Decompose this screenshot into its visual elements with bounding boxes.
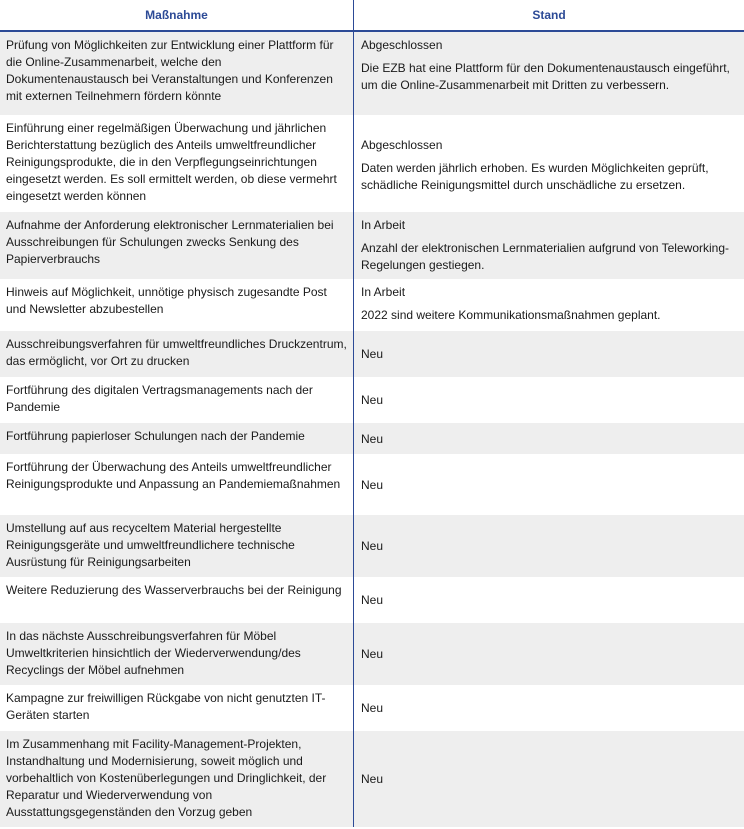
table-row — [0, 515, 744, 577]
table-row — [0, 377, 744, 423]
status-label: Neu — [361, 477, 384, 492]
status-label: Neu — [361, 593, 384, 607]
measure-cell: Fortführung der Überwachung des Anteils umweltfreundlicher Reinigungsprodukte und Anpassung an Pandemiemaßnahmen — [0, 454, 354, 515]
measure-cell: Weitere Reduzierung des Wasserverbrauchs bei der Reinigung — [0, 577, 354, 623]
header-status: Stand — [532, 8, 566, 22]
table-row — [0, 32, 744, 115]
status-label: Neu — [361, 772, 384, 786]
table-row — [0, 212, 744, 279]
status-cell — [354, 623, 744, 685]
status-label: In Arbeit — [361, 285, 406, 299]
status-label: Neu — [361, 393, 384, 407]
status-cell — [354, 377, 744, 423]
table-row — [0, 331, 744, 377]
status-label: Abgeschlossen — [361, 38, 443, 52]
table-header — [0, 0, 744, 32]
measure-cell: Prüfung von Möglichkeiten zur Entwicklung einer Plattform für die Online-Zusammenarbeit, welche den Dokumentenaustausch bei Veranstaltungen und Konferenzen mit externen Teilnehmern fördern könnte — [0, 32, 354, 115]
status-cell — [354, 279, 744, 331]
measure-cell: Aufnahme der Anforderung elektronischer Lernmaterialien bei Ausschreibungen für Schulungen zwecks Senkung des Papierverbrauchs — [0, 212, 354, 279]
measure-cell: Hinweis auf Möglichkeit, unnötige physisch zugesandte Post und Newsletter abzubestellen — [0, 279, 354, 331]
measure-cell: Im Zusammenhang mit Facility-Management-Projekten, Instandhaltung und Modernisierung, soweit möglich und vorbehaltlich von Kostenüberlegungen und Dringlichkeit, der Reparatur und Wiederverwendung von Ausstattungsgegenständen den Vorzug geben — [0, 731, 354, 827]
status-cell — [354, 115, 744, 212]
measure-cell: Fortführung papierloser Schulungen nach der Pandemie — [0, 423, 354, 454]
status-cell — [354, 423, 744, 454]
status-detail: Die EZB hat eine Plattform für den Dokumentenaustausch eingeführt, um die Online-Zusammenarbeit mit Dritten zu verbessern. — [361, 61, 730, 92]
header-measure: Maßnahme — [0, 0, 354, 30]
status-cell — [354, 331, 744, 377]
table-row — [0, 115, 744, 212]
status-cell — [354, 731, 744, 827]
status-detail: Anzahl der elektronischen Lernmaterialien aufgrund von Teleworking-Regelungen gestiegen. — [361, 241, 729, 272]
status-cell — [354, 454, 744, 515]
status-label: Neu — [361, 347, 384, 361]
status-label: Abgeschlossen — [361, 138, 443, 152]
measure-cell: Einführung einer regelmäßigen Überwachung und jährlichen Berichterstattung bezüglich des Anteils umweltfreundlicher Reinigungsprodukte, die in den Verpflegungseinrichtungen eingesetzt werden. Es soll ermittelt werden, ob diese vermehrt eingesetzt werden können — [0, 115, 354, 212]
status-cell — [354, 212, 744, 279]
measure-cell: In das nächste Ausschreibungsverfahren für Möbel Umweltkriterien hinsichtlich der Wiederverwendung/des Recyclings der Möbel aufnehmen — [0, 623, 354, 685]
measure-cell: Fortführung des digitalen Vertragsmanagements nach der Pandemie — [0, 377, 354, 423]
status-label: Neu — [361, 431, 384, 446]
table-row — [0, 623, 744, 685]
measure-cell: Ausschreibungsverfahren für umweltfreundliches Druckzentrum, das ermöglicht, vor Ort zu drucken — [0, 331, 354, 377]
status-cell — [354, 685, 744, 731]
status-detail: Daten werden jährlich erhoben. Es wurden Möglichkeiten geprüft, schädliche Reinigungsmittel durch unschädliche zu ersetzen. — [361, 161, 709, 192]
status-cell — [354, 515, 744, 577]
measure-cell: Umstellung auf aus recyceltem Material hergestellte Reinigungsgeräte und umweltfreundlichere technische Ausrüstung für Reinigungsarbeiten — [0, 515, 354, 577]
status-cell — [354, 577, 744, 623]
status-label: In Arbeit — [361, 218, 406, 232]
table-row — [0, 279, 744, 331]
table-row — [0, 454, 744, 515]
table-row — [0, 423, 744, 454]
status-label: Neu — [361, 539, 384, 553]
table-row — [0, 731, 744, 827]
table-row — [0, 577, 744, 623]
status-detail: 2022 sind weitere Kommunikationsmaßnahmen geplant. — [361, 308, 661, 322]
status-label: Neu — [361, 701, 384, 715]
table-row — [0, 685, 744, 731]
status-label: Neu — [361, 647, 384, 661]
measure-cell: Kampagne zur freiwilligen Rückgabe von nicht genutzten IT-Geräten starten — [0, 685, 354, 731]
status-cell — [354, 32, 744, 115]
